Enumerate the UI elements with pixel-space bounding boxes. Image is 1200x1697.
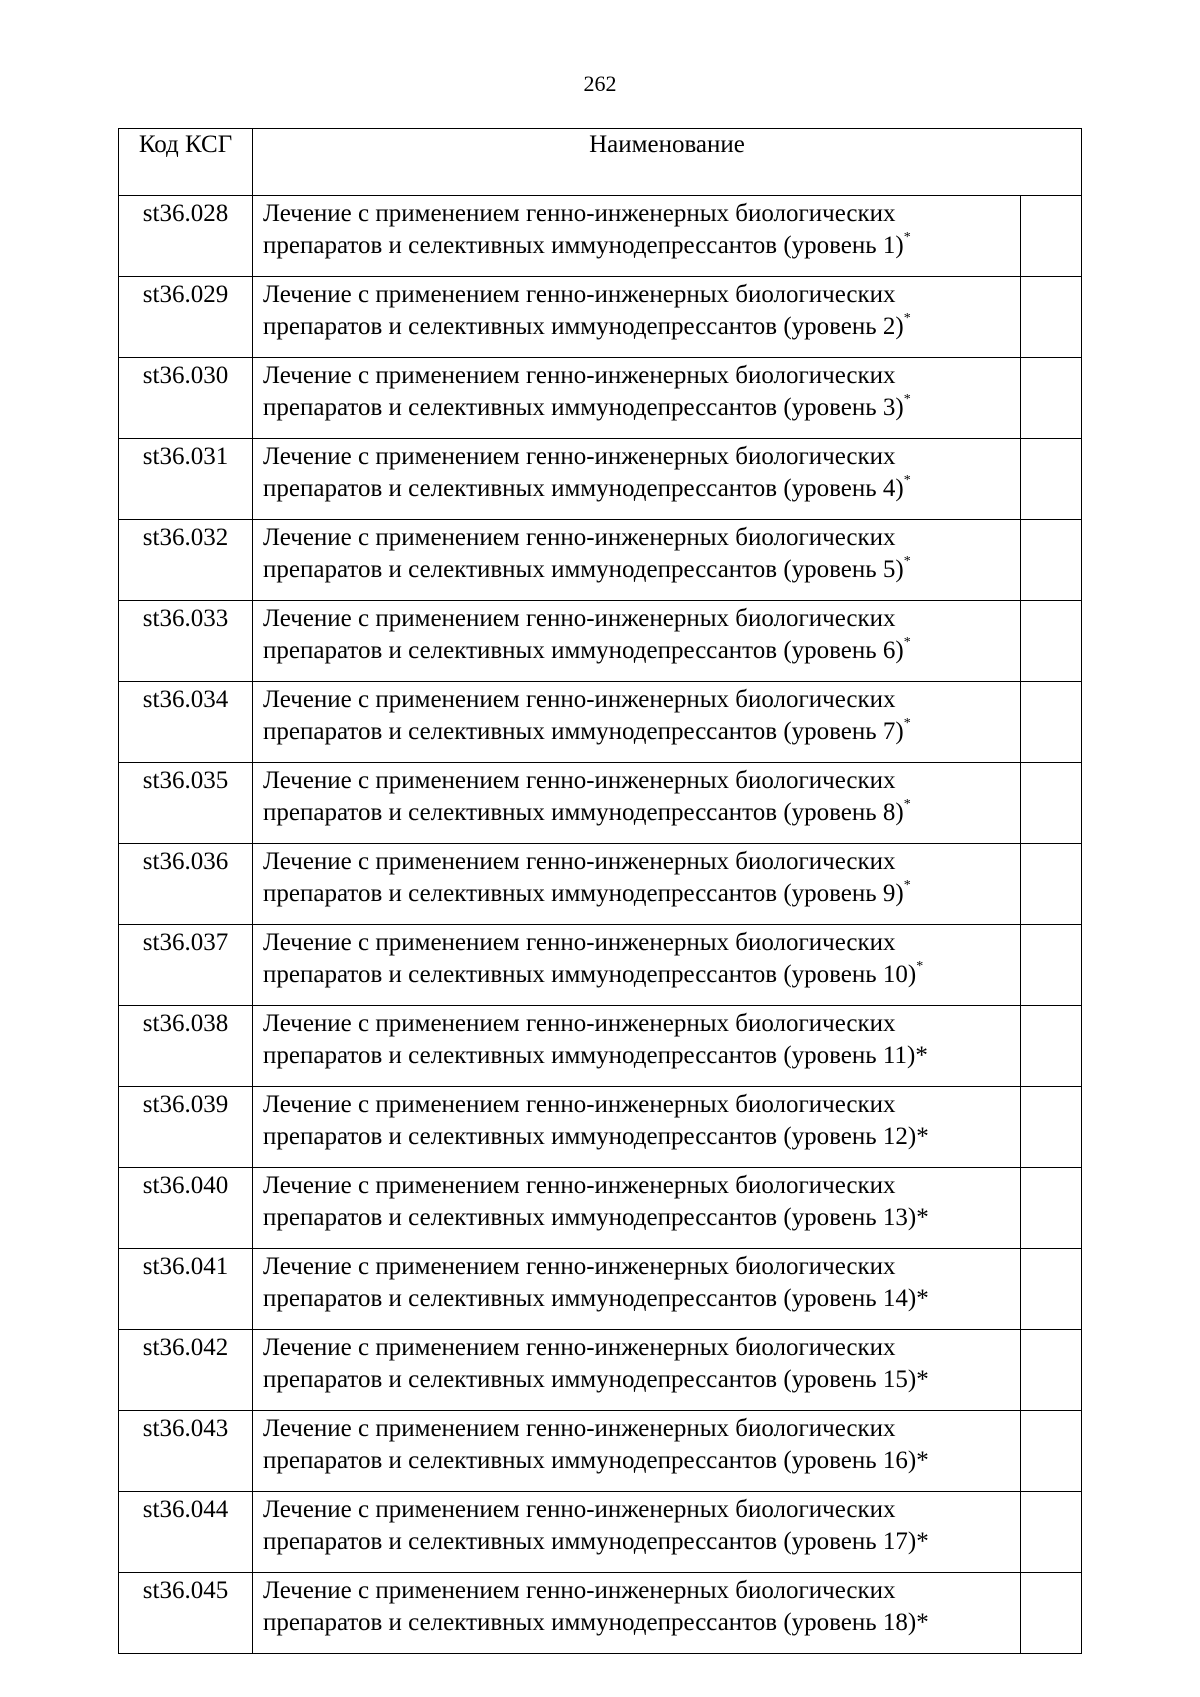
ksg-name [253, 1492, 1021, 1573]
table-row [119, 925, 1082, 1006]
ksg-code: st36.032 [119, 520, 253, 601]
ksg-code: st36.031 [119, 439, 253, 520]
ksg-code: st36.038 [119, 1006, 253, 1087]
ksg-name-line-2-text: препаратов и селективных иммунодепрессантов (уровень 1) [263, 232, 904, 259]
footnote-marker: * [916, 1528, 929, 1555]
empty-cell [1021, 520, 1082, 601]
ksg-name-line-2 [263, 1121, 1018, 1153]
ksg-name [253, 1168, 1021, 1249]
ksg-name-line-2-text: препаратов и селективных иммунодепрессантов (уровень 13) [263, 1204, 917, 1231]
footnote-marker: * [903, 797, 911, 812]
ksg-name-line-2 [263, 1040, 1018, 1072]
footnote-marker: * [903, 230, 911, 245]
ksg-name [253, 601, 1021, 682]
ksg-name [253, 1330, 1021, 1411]
ksg-name [253, 682, 1021, 763]
ksg-name-line-1: Лечение с применением генно-инженерных биологических [263, 1334, 896, 1361]
empty-cell [1021, 1249, 1082, 1330]
empty-cell [1021, 1087, 1082, 1168]
ksg-name-line-2 [263, 1364, 1018, 1396]
table-row [119, 1411, 1082, 1492]
ksg-code: st36.028 [119, 196, 253, 277]
ksg-name-line-2 [263, 230, 1018, 262]
ksg-name-line-2 [263, 1445, 1018, 1477]
table-row [119, 520, 1082, 601]
ksg-name-line-2-text: препаратов и селективных иммунодепрессантов (уровень 3) [263, 394, 904, 421]
ksg-name-line-2 [263, 1526, 1018, 1558]
ksg-name-line-2 [263, 311, 1018, 343]
ksg-code: st36.045 [119, 1573, 253, 1654]
ksg-name-line-2-text: препаратов и селективных иммунодепрессантов (уровень 5) [263, 556, 904, 583]
ksg-name-line-2-text: препаратов и селективных иммунодепрессантов (уровень 6) [263, 637, 904, 664]
ksg-name-line-2 [263, 878, 1018, 910]
ksg-name-line-2 [263, 1607, 1018, 1639]
table-row [119, 439, 1082, 520]
page-number: 262 [583, 71, 617, 96]
ksg-name-line-1: Лечение с применением генно-инженерных биологических [263, 1172, 896, 1199]
footnote-marker: * [903, 716, 911, 731]
ksg-name [253, 1249, 1021, 1330]
ksg-code: st36.034 [119, 682, 253, 763]
footnote-marker: * [916, 1609, 929, 1636]
ksg-name-line-1: Лечение с применением генно-инженерных биологических [263, 443, 896, 470]
table-row [119, 1168, 1082, 1249]
empty-cell [1021, 682, 1082, 763]
footnote-marker: * [916, 1285, 929, 1312]
table-row [119, 277, 1082, 358]
table-row [119, 763, 1082, 844]
ksg-name [253, 439, 1021, 520]
ksg-name-line-2-text: препаратов и селективных иммунодепрессантов (уровень 8) [263, 799, 904, 826]
empty-cell [1021, 1006, 1082, 1087]
empty-cell [1021, 844, 1082, 925]
ksg-code: st36.035 [119, 763, 253, 844]
footnote-marker: * [903, 392, 911, 407]
ksg-name [253, 520, 1021, 601]
ksg-name-line-1: Лечение с применением генно-инженерных биологических [263, 1253, 896, 1280]
footnote-marker: * [903, 878, 911, 893]
ksg-name-line-1: Лечение с применением генно-инженерных биологических [263, 929, 896, 956]
ksg-code: st36.039 [119, 1087, 253, 1168]
ksg-name [253, 1411, 1021, 1492]
footnote-marker: * [903, 635, 911, 650]
ksg-name [253, 925, 1021, 1006]
empty-cell [1021, 1411, 1082, 1492]
ksg-name-line-1: Лечение с применением генно-инженерных биологических [263, 848, 896, 875]
ksg-name-line-2-text: препаратов и селективных иммунодепрессантов (уровень 18) [263, 1609, 917, 1636]
footnote-marker: * [903, 311, 911, 326]
ksg-name-line-1: Лечение с применением генно-инженерных биологических [263, 1577, 896, 1604]
ksg-name-line-1: Лечение с применением генно-инженерных биологических [263, 281, 896, 308]
ksg-name-line-2 [263, 959, 1018, 991]
table-row [119, 1330, 1082, 1411]
ksg-name-line-2-text: препаратов и селективных иммунодепрессантов (уровень 9) [263, 880, 904, 907]
empty-cell [1021, 925, 1082, 1006]
ksg-name-line-1: Лечение с применением генно-инженерных биологических [263, 362, 896, 389]
ksg-name-line-2 [263, 1283, 1018, 1315]
ksg-name-line-1: Лечение с применением генно-инженерных биологических [263, 1091, 896, 1118]
table-row [119, 1006, 1082, 1087]
ksg-name-line-1: Лечение с применением генно-инженерных биологических [263, 1496, 896, 1523]
ksg-name-line-2 [263, 797, 1018, 829]
ksg-name [253, 1573, 1021, 1654]
ksg-name-line-1: Лечение с применением генно-инженерных биологических [263, 1010, 896, 1037]
ksg-code: st36.042 [119, 1330, 253, 1411]
table-row [119, 1249, 1082, 1330]
ksg-name-line-2-text: препаратов и селективных иммунодепрессантов (уровень 7) [263, 718, 904, 745]
ksg-name-line-2-text: препаратов и селективных иммунодепрессантов (уровень 16) [263, 1447, 917, 1474]
ksg-name-line-2 [263, 554, 1018, 586]
ksg-table [118, 128, 1082, 1654]
table-row [119, 682, 1082, 763]
ksg-name-line-2-text: препаратов и селективных иммунодепрессантов (уровень 11) [263, 1042, 916, 1069]
empty-cell [1021, 439, 1082, 520]
header-code: Код КСГ [119, 129, 253, 196]
footnote-marker: * [903, 554, 911, 569]
ksg-name-line-2 [263, 1202, 1018, 1234]
ksg-name-line-2 [263, 392, 1018, 424]
ksg-name-line-2-text: препаратов и селективных иммунодепрессантов (уровень 10) [263, 961, 917, 988]
ksg-name-line-1: Лечение с применением генно-инженерных биологических [263, 686, 896, 713]
footnote-marker: * [903, 473, 911, 488]
table-row [119, 1087, 1082, 1168]
empty-cell [1021, 601, 1082, 682]
empty-cell [1021, 763, 1082, 844]
empty-cell [1021, 277, 1082, 358]
ksg-code: st36.029 [119, 277, 253, 358]
table-body [119, 196, 1082, 1654]
footnote-marker: * [916, 1204, 929, 1231]
ksg-name [253, 196, 1021, 277]
ksg-name-line-1: Лечение с применением генно-инженерных биологических [263, 200, 896, 227]
empty-cell [1021, 1330, 1082, 1411]
table-row [119, 196, 1082, 277]
ksg-name [253, 1087, 1021, 1168]
table-row [119, 1573, 1082, 1654]
ksg-name [253, 1006, 1021, 1087]
empty-cell [1021, 196, 1082, 277]
table-row [119, 601, 1082, 682]
empty-cell [1021, 1492, 1082, 1573]
ksg-name-line-2-text: препаратов и селективных иммунодепрессантов (уровень 2) [263, 313, 904, 340]
ksg-code: st36.033 [119, 601, 253, 682]
ksg-name [253, 844, 1021, 925]
table-header-row [119, 129, 1082, 196]
ksg-code: st36.044 [119, 1492, 253, 1573]
header-name: Наименование [253, 129, 1082, 196]
ksg-name-line-2-text: препаратов и селективных иммунодепрессантов (уровень 4) [263, 475, 904, 502]
table-row [119, 1492, 1082, 1573]
footnote-marker: * [916, 959, 924, 974]
ksg-code: st36.043 [119, 1411, 253, 1492]
footnote-marker: * [916, 1123, 929, 1150]
ksg-name-line-2 [263, 716, 1018, 748]
ksg-name-line-2-text: препаратов и селективных иммунодепрессантов (уровень 12) [263, 1123, 917, 1150]
ksg-name-line-1: Лечение с применением генно-инженерных биологических [263, 1415, 896, 1442]
ksg-code: st36.040 [119, 1168, 253, 1249]
ksg-code: st36.037 [119, 925, 253, 1006]
ksg-name-line-2-text: препаратов и селективных иммунодепрессантов (уровень 15) [263, 1366, 917, 1393]
footnote-marker: * [916, 1366, 929, 1393]
ksg-name [253, 358, 1021, 439]
ksg-code: st36.036 [119, 844, 253, 925]
ksg-code: st36.030 [119, 358, 253, 439]
empty-cell [1021, 1168, 1082, 1249]
footnote-marker: * [915, 1042, 928, 1069]
table-row [119, 358, 1082, 439]
footnote-marker: * [916, 1447, 929, 1474]
empty-cell [1021, 358, 1082, 439]
ksg-name-line-2-text: препаратов и селективных иммунодепрессантов (уровень 17) [263, 1528, 917, 1555]
ksg-name-line-1: Лечение с применением генно-инженерных биологических [263, 767, 896, 794]
ksg-name-line-2 [263, 635, 1018, 667]
ksg-name-line-2 [263, 473, 1018, 505]
ksg-name [253, 277, 1021, 358]
empty-cell [1021, 1573, 1082, 1654]
ksg-name [253, 763, 1021, 844]
table-row [119, 844, 1082, 925]
ksg-code: st36.041 [119, 1249, 253, 1330]
ksg-name-line-2-text: препаратов и селективных иммунодепрессантов (уровень 14) [263, 1285, 917, 1312]
ksg-name-line-1: Лечение с применением генно-инженерных биологических [263, 524, 896, 551]
ksg-name-line-1: Лечение с применением генно-инженерных биологических [263, 605, 896, 632]
